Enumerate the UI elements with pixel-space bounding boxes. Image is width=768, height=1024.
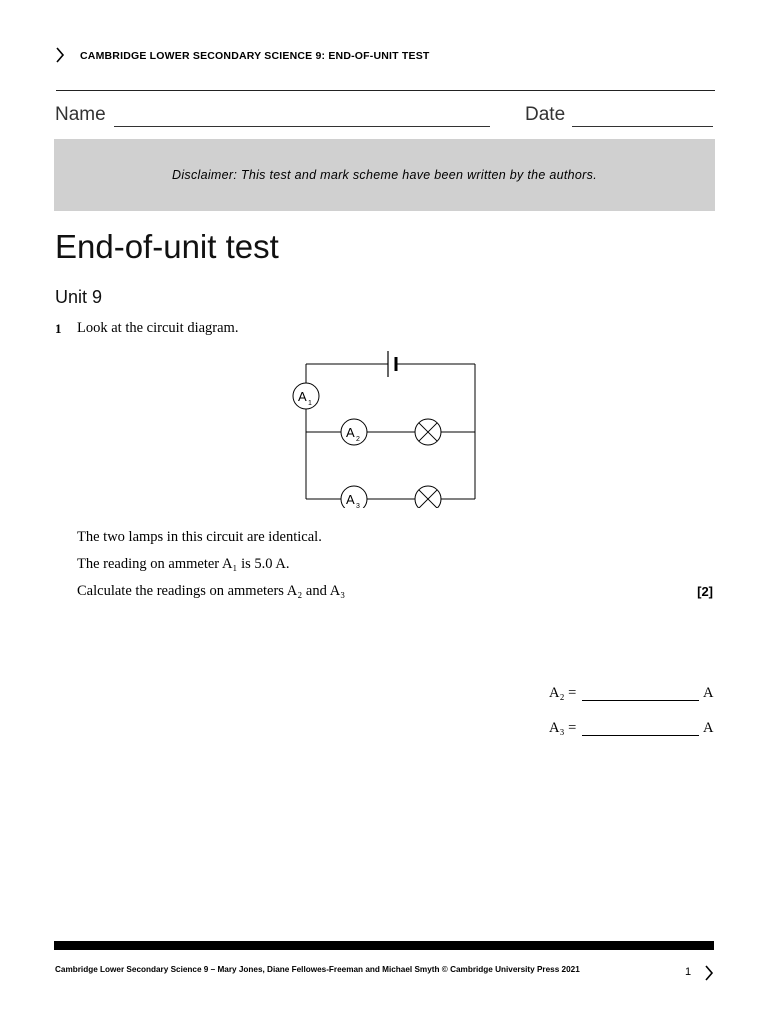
question-number: 1 [55,321,62,336]
question-line-1: The two lamps in this circuit are identical. [77,529,322,545]
question-prompt: Look at the circuit diagram. [77,320,239,336]
answer-a3-field[interactable] [582,735,699,736]
next-page-chevron-icon[interactable] [703,964,715,982]
disclaimer-box [54,139,715,211]
ammeter-a1-sub: 1 [308,400,312,407]
date-label: Date [525,104,566,125]
name-field[interactable] [114,126,490,127]
question-line-3: Calculate the readings on ammeters A₂ and A₃ [77,583,346,599]
page-title: End-of-unit test [55,228,279,265]
ammeter-a3-sub: 3 [356,503,360,508]
header-rule [56,90,715,91]
footer-bar [54,941,714,950]
name-label: Name [55,104,106,125]
unit-heading: Unit 9 [55,287,103,307]
page-number: 1 [685,966,692,978]
footer-credit: Cambridge Lower Secondary Science 9 – Mary Jones, Diane Fellowes-Freeman and Michael Smyth © Cambridge University Press 2021 [55,965,580,974]
answer-a2-unit: A [703,685,714,701]
marks-label: [2] [697,584,713,599]
answer-a3-unit: A [703,720,714,736]
answer-a2-label: A₂ = [549,685,577,701]
ammeter-a1-letter: A [298,389,307,404]
answer-a2-field[interactable] [582,700,699,701]
date-field[interactable] [572,126,713,127]
answer-a3 [549,720,715,740]
question-line-2: The reading on ammeter A₁ is 5.0 A. [77,556,290,572]
chevron-right-icon [54,46,66,64]
lamp-2 [415,486,441,508]
answer-a2 [549,685,715,705]
ammeter-a3-letter: A [346,492,355,507]
ammeter-a2-sub: 2 [356,436,360,443]
circuit-diagram [286,346,478,508]
running-header [54,44,714,68]
ammeter-a2-letter: A [346,425,355,440]
disclaimer-text: Disclaimer: This test and mark scheme have been written by the authors. [172,168,597,182]
answer-a3-label: A₃ = [549,720,577,736]
name-date-row [55,104,715,130]
series-title: CAMBRIDGE LOWER SECONDARY SCIENCE 9: END-OF-UNIT TEST [80,50,430,62]
